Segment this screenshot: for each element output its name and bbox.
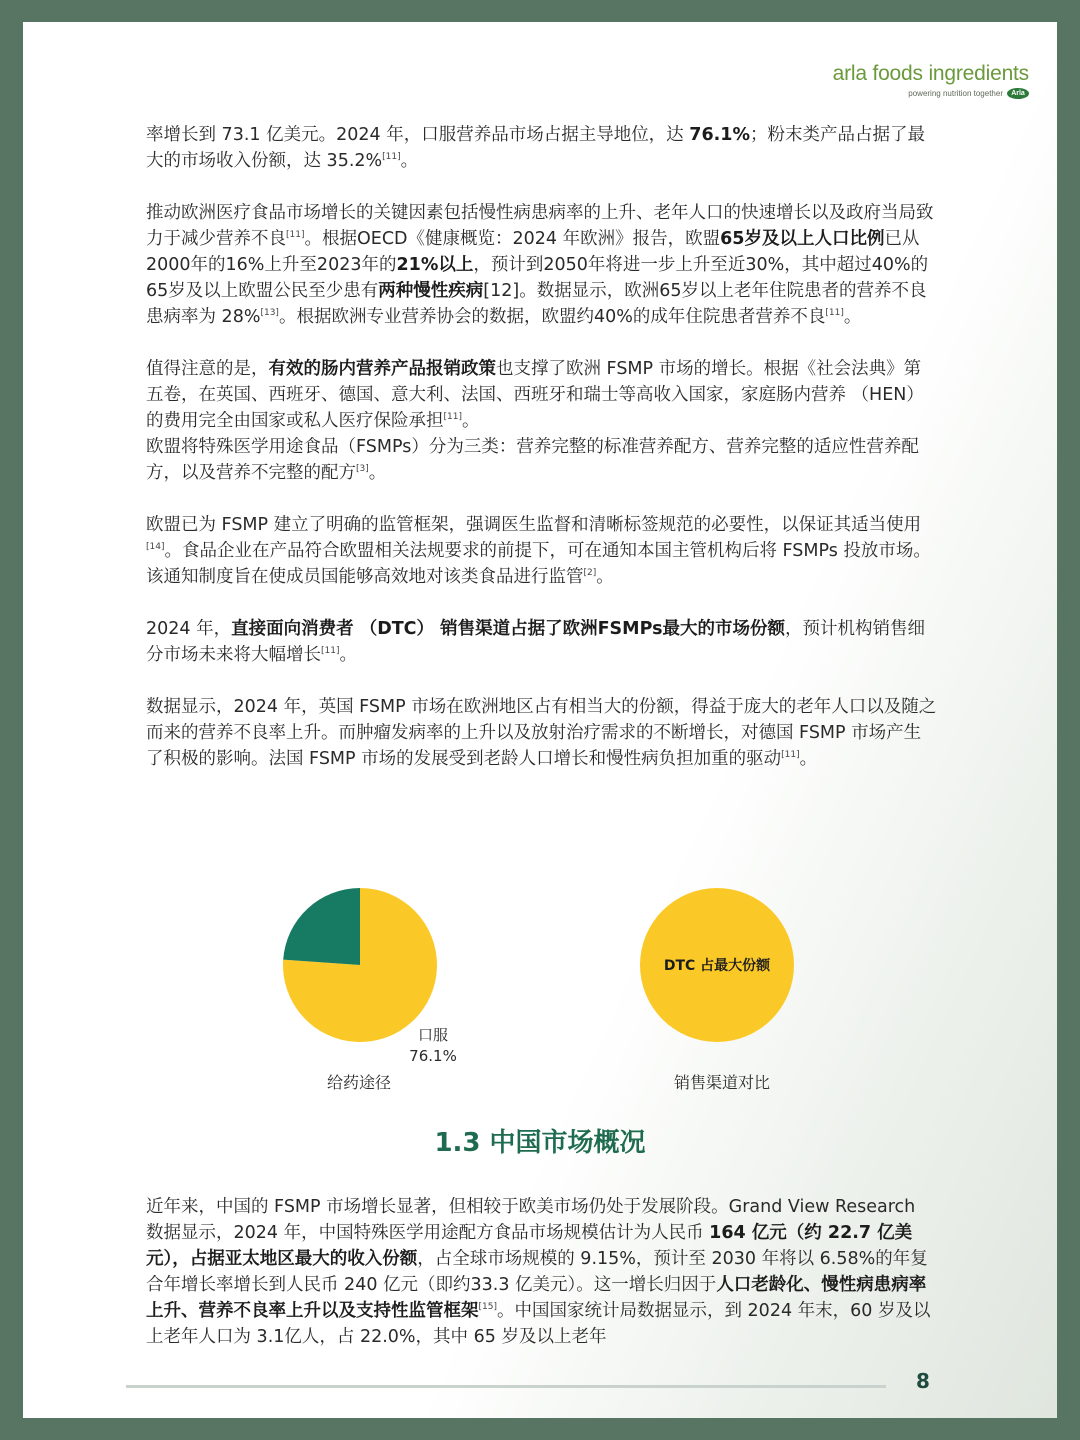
citation: [11] (321, 646, 340, 657)
text-run: 率增长到 73.1 亿美元。2024 年，口服营养品市场占据主导地位，达 (146, 125, 690, 145)
text-run: 欧盟将特殊医学用途食品（FSMPs）分为三类：营养完整的标准营养配方、营养完整的适应性营养配方，以及营养不完整的配方 (146, 437, 919, 483)
bold-run: 人口老龄化、慢性病患病率上升、营养不良率上升以及支持性监管框架 (146, 1275, 927, 1321)
paragraph-2 (146, 200, 938, 330)
bold-run: 直接面向消费者 （DTC） 销售渠道占据了欧洲FSMPs最大的市场份额 (231, 619, 786, 639)
logo-tagline-row (833, 88, 1029, 99)
paragraph-1 (146, 122, 938, 174)
citation: [3] (356, 464, 369, 475)
citation: [2] (583, 568, 597, 579)
text-run: 2024 年， (146, 619, 232, 639)
pie-slice-other (283, 888, 360, 965)
arla-badge-icon: Arla (1007, 88, 1029, 99)
text-run: 值得注意的是， (146, 359, 269, 379)
section-paragraph-1 (146, 1194, 938, 1350)
charts-area (23, 862, 1057, 1092)
text-run: 。 (461, 411, 480, 431)
text-run: ，占全球市场规模的 9.15%，预计至 2030 年将以 6.58%的年复合年增长率增长到人民币 240 亿元（即约33.3 亿美元）。这一增长归因于 (146, 1249, 928, 1295)
text-run: [12]。数据显示，欧洲65岁以上老年住院患者的营养不良患病率为 28% (146, 281, 927, 327)
text-run: ，预计到2050年将进一步上升至近30%，其中超过40%的65岁及以上欧盟公民至少患有 (146, 255, 929, 301)
bold-run: 有效的肠内营养产品报销政策 (268, 359, 496, 379)
text-run: ，预计机构销售细分市场未来将大幅增长 (146, 619, 926, 665)
citation: [14] (146, 542, 165, 553)
text-run: 。 (339, 645, 357, 665)
body-text (146, 122, 938, 798)
bold-run: 65岁及以上人口比例 (720, 229, 885, 249)
citation: [11] (286, 230, 305, 241)
text-run: 近年来，中国的 FSMP 市场增长显著，但相较于欧美市场仍处于发展阶段。Grand View Research 数据显示，2024 年，中国特殊医学用途配方食品市场规模估计为人民币 (146, 1197, 916, 1243)
paragraph-4 (146, 434, 938, 486)
pie-center-label-dtc: DTC 占最大份额 (663, 958, 771, 974)
pie-value-oral: 76.1% (409, 1047, 457, 1065)
footer-divider (126, 1385, 886, 1388)
bold-run: 两种慢性疾病 (378, 281, 484, 301)
text-run: 。 (400, 151, 419, 171)
text-run: 。食品企业在产品符合欧盟相关法规要求的前提下，可在通知本国主管机构后将 FSMPs 投放市场。该通知制度旨在使成员国能够高效地对该类食品进行监管 (146, 541, 931, 587)
citation: [11] (443, 412, 462, 423)
logo-tagline: powering nutrition together (908, 89, 1003, 98)
text-run: 。 (799, 749, 818, 769)
text-run: ；粉末类产品占据了最大的市场收入份额，达 35.2% (146, 125, 925, 171)
citation: [15] (478, 1302, 497, 1313)
section-heading: 1.3 中国市场概况 (434, 1128, 646, 1158)
text-run: 。根据欧洲专业营养协会的数据，欧盟约40%的成年住院患者营养不良 (278, 307, 826, 327)
document-page (23, 22, 1057, 1418)
pie-label-oral: 口服 (417, 1026, 449, 1044)
text-run: 。中国国家统计局数据显示，到 2024 年末，60 岁及以上老年人口为 3.1亿人，占 22.0%，其中 65 岁及以上老年 (146, 1301, 931, 1347)
logo-text: arla foods ingredients (832, 62, 1029, 85)
citation: [13] (260, 308, 279, 319)
citation: [11] (382, 152, 401, 163)
citation: [11] (781, 750, 800, 761)
text-run: 。 (596, 567, 614, 587)
text-run: 推动欧洲医疗食品市场增长的关键因素包括慢性病患病率的上升、老年人口的快速增长以及政府当局致力于减少营养不良 (146, 203, 934, 249)
paragraph-3 (146, 356, 938, 434)
text-run: 数据显示，2024 年，英国 FSMP 市场在欧洲地区占有相当大的份额，得益于庞大的老年人口以及随之而来的营养不良率上升。而肿瘤发病率的上升以及放射治疗需求的不断增长，对德国 FSMP 市场产生了积极的影响。法国 FSMP 市场的发展受到老龄人口增长和慢性病负担加重的驱动 (146, 697, 937, 769)
text-run: 也支撑了欧洲 FSMP 市场的增长。根据《社会法典》第五卷，在英国、西班牙、德国、意大利、法国、西班牙和瑞士等高收入国家，家庭肠内营养 （HEN） 的费用完全由国家或私人医疗保险承担 (146, 359, 924, 431)
paragraph-5 (146, 512, 938, 590)
text-run: 。 (843, 307, 862, 327)
bold-run: 21%以上 (396, 255, 474, 275)
page-number: 8 (916, 1369, 930, 1393)
section-body-text (146, 1194, 938, 1350)
text-run: 欧盟已为 FSMP 建立了明确的监管框架，强调医生监督和清晰标签规范的必要性，以保证其适当使用 (146, 515, 922, 535)
bold-run: 164 亿元（约 22.7 亿美元），占据亚太地区最大的收入份额 (146, 1223, 913, 1269)
text-run: 。 (368, 463, 387, 483)
paragraph-6 (146, 616, 938, 668)
bold-run: 76.1% (689, 125, 750, 145)
text-run: 已从2000年的16%上升至2023年的 (146, 229, 920, 275)
paragraph-7 (146, 694, 938, 772)
text-run: 。根据OECD《健康概览：2024 年欧洲》报告，欧盟 (304, 229, 721, 249)
brand-logo (833, 62, 1029, 99)
route-pie-chart (23, 862, 1057, 1082)
pie-title-route: 给药途径 (326, 1073, 391, 1092)
pie-title-channel: 销售渠道对比 (673, 1073, 770, 1092)
citation: [11] (825, 308, 844, 319)
